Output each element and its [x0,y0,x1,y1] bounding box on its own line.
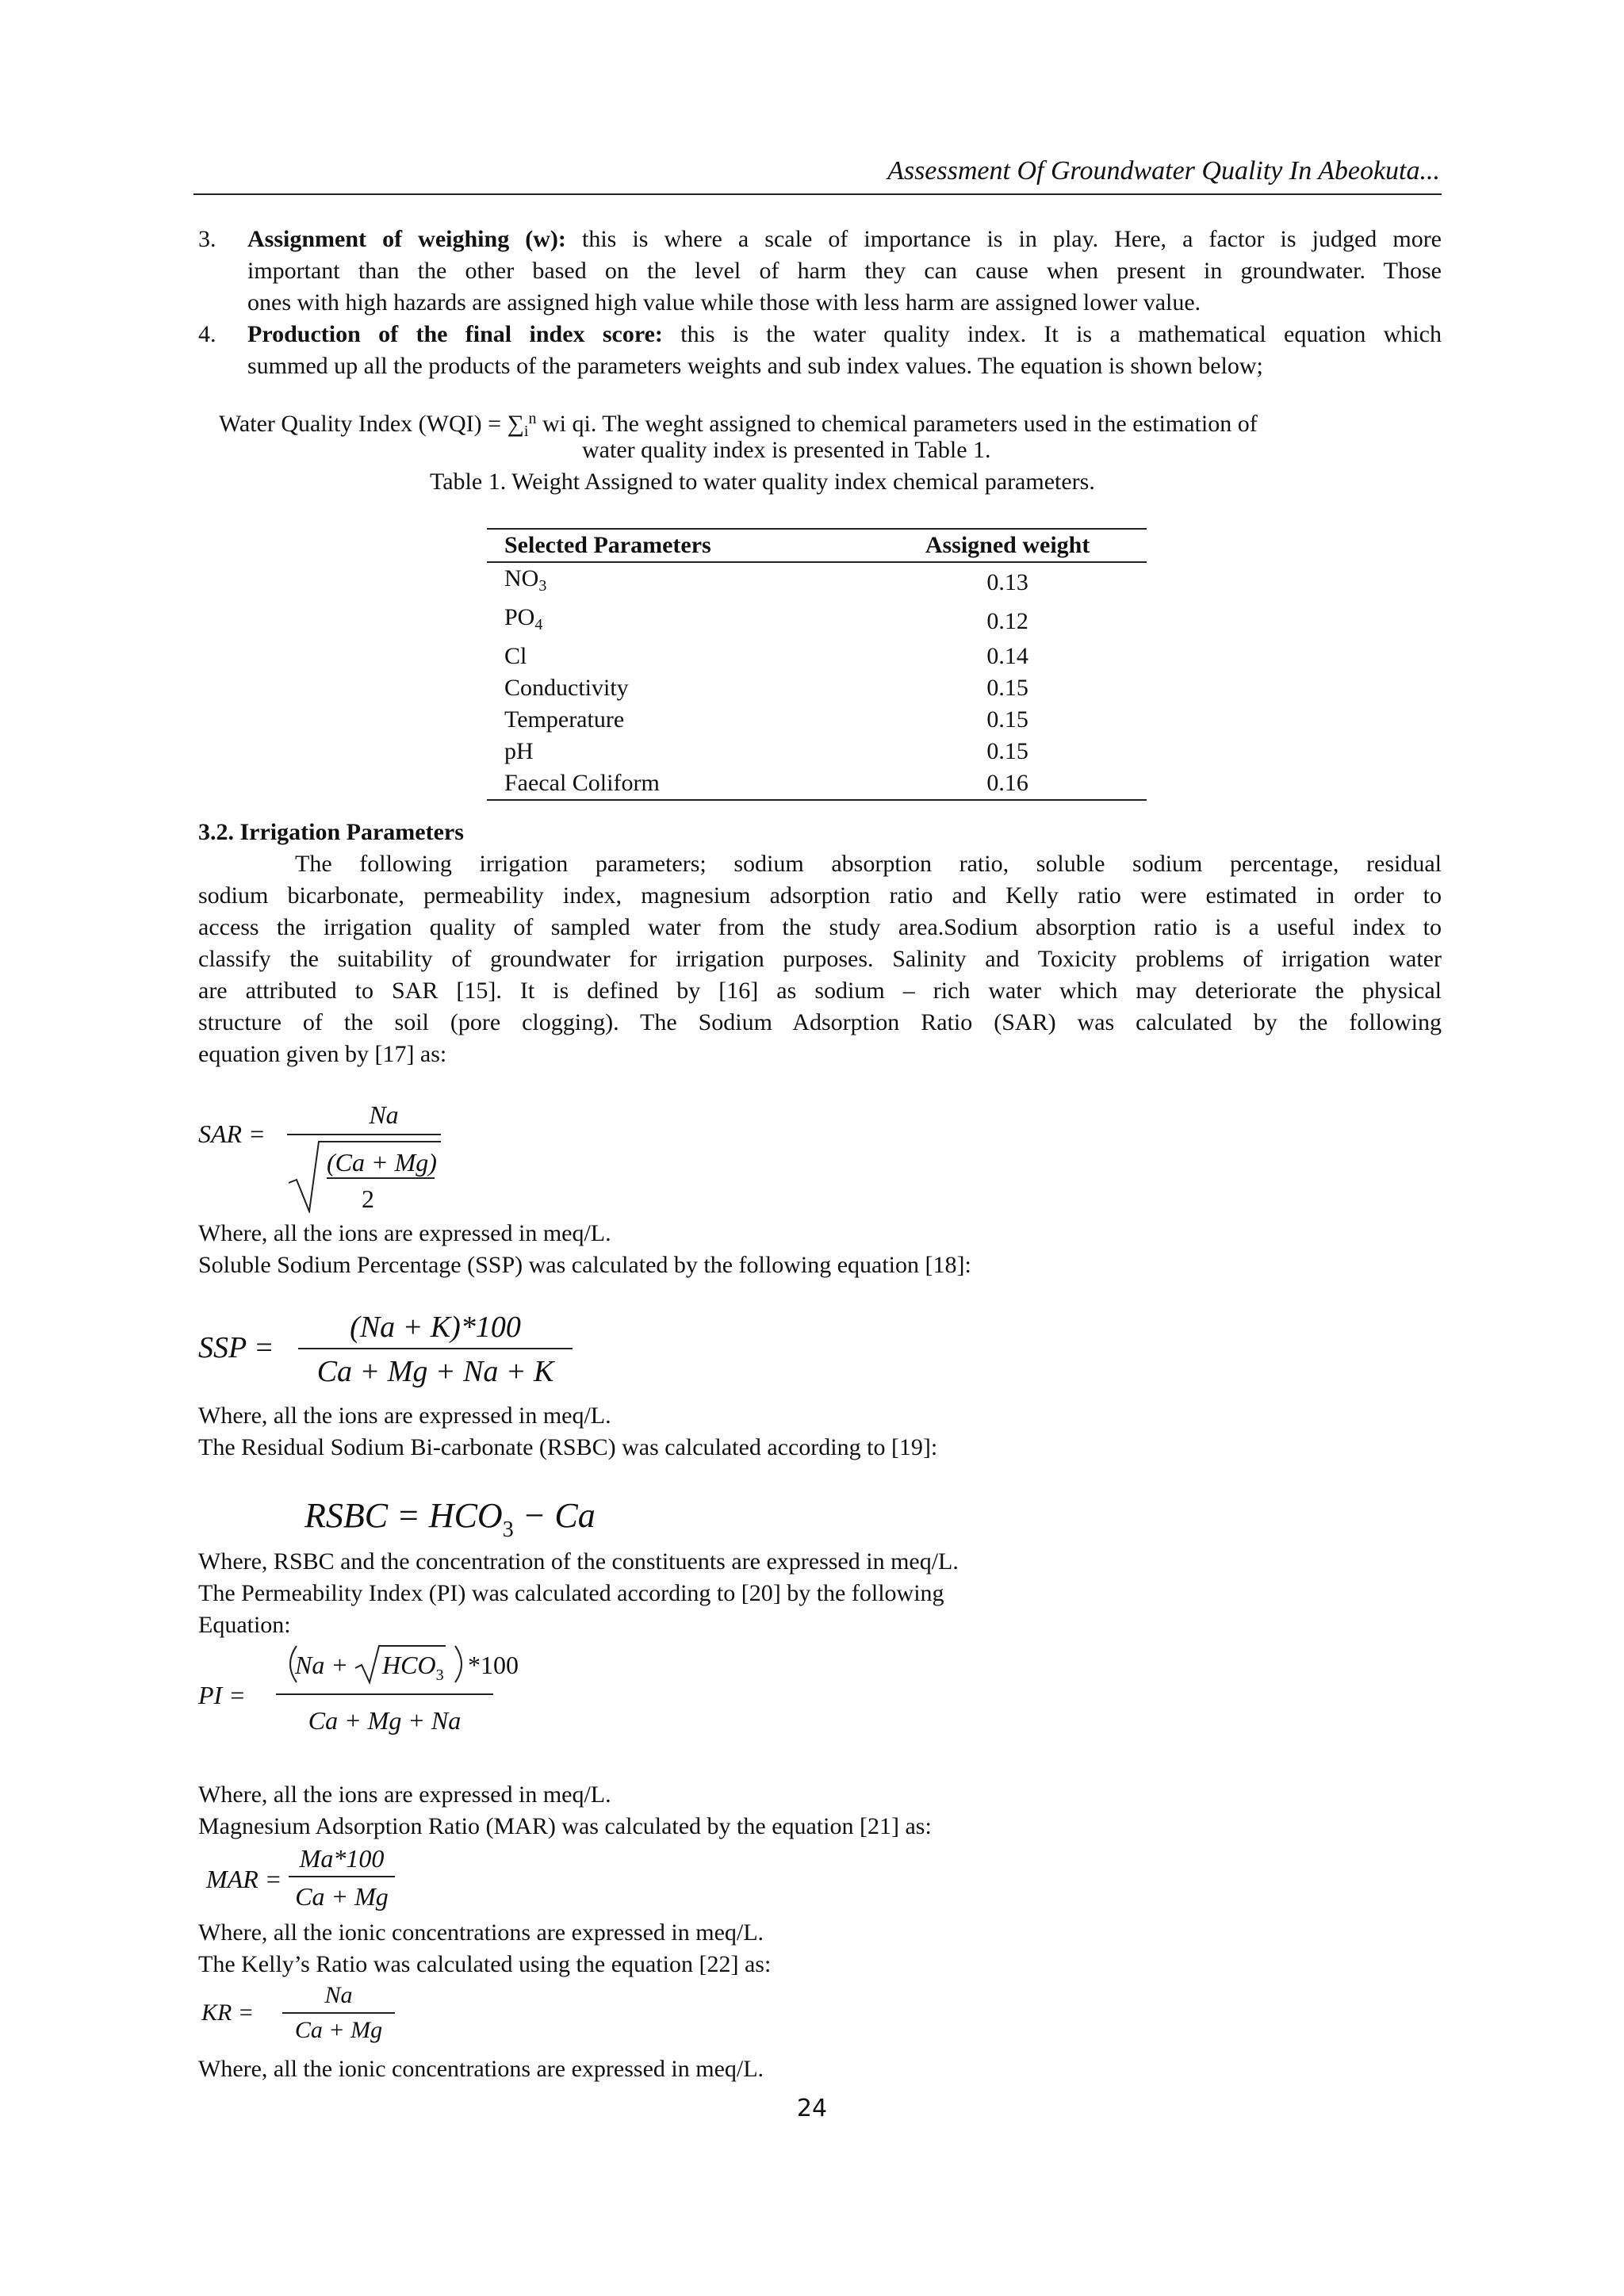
pi-subscript: 3 [435,1667,444,1684]
ssp-denominator: Ca + Mg + Na + K [316,1355,554,1388]
step-3-title: Assignment of weighing (w): [247,226,566,252]
ssp-lhs: SSP = [198,1331,274,1364]
pi-fraction-bar [276,1693,493,1695]
table-row [487,672,1147,704]
page-number: 24 [796,2095,828,2122]
weight-cell: 0.15 [986,738,1028,764]
kr-denominator: Ca + Mg [294,2017,383,2043]
step-4-number: 4. [198,321,216,347]
kr-intro-text: The Kelly’s Ratio was calculated using the equation [22] as: [198,1951,772,1977]
ssp-where-text: Where, all the ions are expressed in meq/L. [198,1402,611,1429]
param-cell: Temperature [504,706,625,733]
table-caption: Table 1. Weight Assigned to water quality index chemical parameters. [430,469,1095,495]
table-row [487,562,1147,602]
sar-where-text: Where, all the ions are expressed in meq/L. [198,1220,611,1246]
ssp-intro-text: Soluble Sodium Percentage (SSP) was calculated by the following equation [18]: [198,1252,971,1278]
sar-numerator: Na [369,1100,399,1129]
mar-denominator: Ca + Mg [295,1882,389,1911]
rsbc-subscript: 3 [502,1517,514,1542]
param-cell: Cl [504,643,527,669]
param-cell: Conductivity [504,675,629,701]
mar-fraction-bar [289,1876,395,1877]
step-4-line-1 [247,319,1442,350]
section-para-line: classify the suitability of groundwater for irrigation purposes. Salinity and Toxicity problems of irrigation water [198,946,1442,972]
pi-numerator-a: Na + [295,1651,348,1679]
summation-symbol: ∑ [507,411,524,437]
section-para-line: are attributed to SAR [15]. It is defined by [16] as sodium – rich water which may deteriorate the physical [198,978,1442,1004]
param-cell: $PO_4$ [504,604,543,633]
kr-numerator: Na [324,1982,353,2008]
table-row [487,767,1147,800]
kr-fraction-bar [282,2012,395,2014]
wqi-line-2: water quality index is presented in Table 1. [582,437,991,463]
weight-cell: 0.15 [986,706,1028,733]
mar-intro-text: Magnesium Adsorption Ratio (MAR) was calculated by the equation [21] as: [198,1813,932,1839]
weight-cell: 0.14 [986,643,1028,669]
ssp-fraction-bar [298,1348,573,1349]
column-header-weight: Assigned weight [851,529,1147,562]
section-para-line: structure of the soil (pore clogging). The Sodium Adsorption Ratio (SAR) was calculated by the following [198,1009,1442,1035]
sar-inner-denominator: 2 [362,1184,374,1213]
step-4-text: this is the water quality index. It is a mathematical equation which [680,321,1442,347]
sar-fraction-bar [287,1134,441,1135]
rsbc-equation [304,1495,596,1551]
running-header-title: Assessment Of Groundwater Quality In Abeokuta... [887,156,1440,186]
header-divider [193,193,1442,195]
section-para-line: sodium bicarbonate, permeability index, magnesium adsorption ratio and Kelly ratio were estimated in order to [198,882,1442,909]
pi-intro-text-2: Equation: [198,1612,291,1638]
param-cell: $NO_3$ [504,565,547,595]
weights-table [487,528,1147,801]
step-3-line-1 [247,224,1442,255]
table-row [487,704,1147,736]
step-4-line-2: summed up all the products of the parameters weights and sub index values. The equation is shown below; [247,353,1263,379]
weight-cell: 0.15 [986,675,1028,701]
step-3-line-3: ones with high hazards are assigned high value while those with less harm are assigned lower value. [247,289,1201,316]
column-header-parameter: Selected Parameters [487,529,851,562]
wqi-suffix: wi qi. The weght assigned to chemical parameters used in the estimation of [536,411,1258,437]
section-para-line: equation given by [17] as: [198,1041,447,1067]
mar-numerator: Ma*100 [299,1844,385,1873]
rsbc-where-text: Where, RSBC and the concentration of the constituents are expressed in meq/L. [198,1548,959,1575]
table-row [487,641,1147,672]
step-3-line-2: important than the other based on the level of harm they can cause when present in groundwater. Those [247,258,1442,284]
table-header-row [487,529,1147,562]
sar-inner-numerator: (Ca + Mg) [327,1148,437,1177]
kr-lhs: KR = [201,1999,255,2026]
rsbc-lhs: RSBC = HCO [304,1496,503,1535]
pi-intro-text-1: The Permeability Index (PI) was calculated according to [20] by the following [198,1580,944,1606]
table-row [487,736,1147,767]
param-cell: pH [504,738,534,764]
rsbc-rhs: − Ca [513,1496,596,1535]
section-heading: 3.2. Irrigation Parameters [198,819,464,845]
weight-cell: 0.16 [851,767,1147,800]
param-cell: Faecal Coliform [487,767,851,800]
step-4-title: Production of the final index score: [247,321,663,347]
ssp-numerator: (Na + K)*100 [350,1311,521,1344]
section-para-line: The following irrigation parameters; sodium absorption ratio, soluble sodium percentage, residual [295,851,1442,877]
pi-numerator-c: *100 [468,1651,519,1679]
step-3-number: 3. [198,226,216,252]
kr-where-text: Where, all the ionic concentrations are expressed in meq/L. [198,2056,764,2082]
sar-lhs: SAR = [198,1119,266,1148]
step-3-text: this is where a scale of importance is in play. Here, a factor is judged more [582,226,1442,252]
section-para-line: access the irrigation quality of sampled water from the study area.Sodium absorption ratio is a useful index to [198,914,1442,940]
mar-where-text: Where, all the ionic concentrations are expressed in meq/L. [198,1919,764,1946]
pi-denominator: Ca + Mg + Na [308,1706,462,1735]
summation-upper: n [528,410,537,427]
weight-cell: 0.12 [986,607,1028,634]
pi-numerator-b: $HCO_3$ [382,1651,444,1684]
table-row [487,602,1147,641]
pi-where-text: Where, all the ions are expressed in meq/L. [198,1781,611,1808]
mar-lhs: MAR = [206,1865,282,1893]
summation-lower: i [523,423,529,440]
pi-lhs: PI = [198,1681,246,1709]
wqi-prefix: Water Quality Index (WQI) = [219,411,508,437]
rsbc-intro-text: The Residual Sodium Bi-carbonate (RSBC) was calculated according to [19]: [198,1434,938,1460]
weight-cell: 0.13 [986,568,1028,595]
